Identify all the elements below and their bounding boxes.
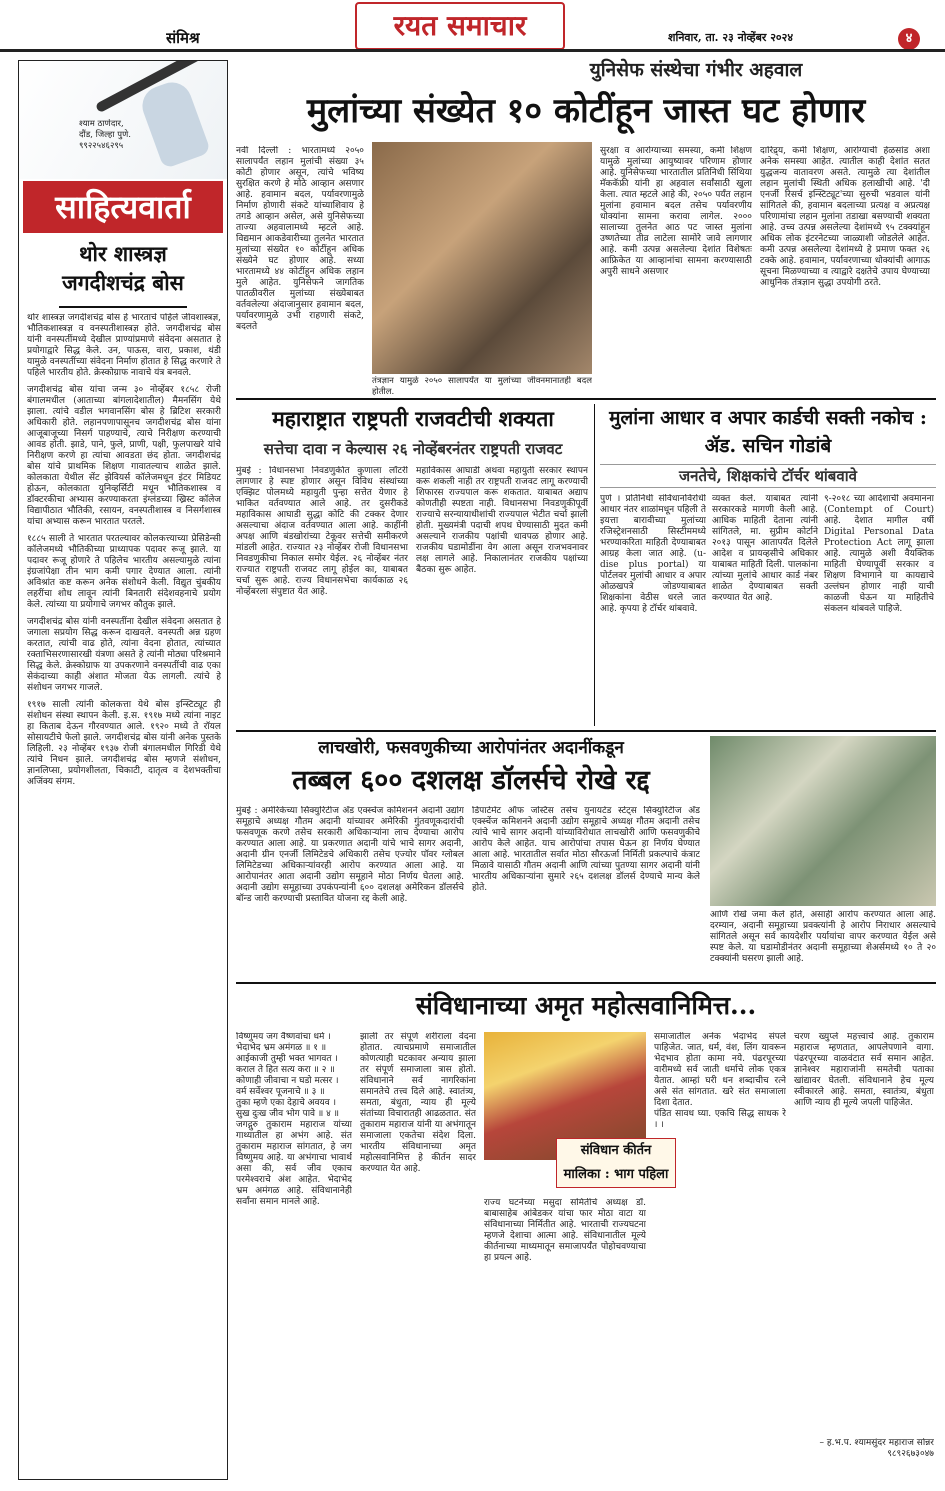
paragraph: थोर शास्त्रज्ञ जगदीशचंद्र बोस हे भारताचे पहिले जीवशास्त्रज्ञ, भौतिकशास्त्रज्ञ व वनस्पतीशास्त्रज्ञ होते. जगदीशचंद्र बोस यांनी वनस्पतींमध्ये देखील प्राण्यांप्रमाणे संवेदना असतात हे प्रयोगाद्वारे सिद्ध केले. उन, पाऊस, वारा, प्रकाश, थंडी यामुळे वनस्पतींच्या संवेदना निर्माण होतात हे सिद्ध करणारे ते पहिले भारतीय होते. क्रेस्कोग्राफ नावाचे यंत्र बनवले.	[27, 313, 221, 378]
story-column: महाविकास आघाडी अथवा महायुती सरकार स्थापन करू शकली नाही तर राष्ट्रपती राजवट लागू करण्याची शिफारस राज्यपाल करू शकतात. याबाबत अद्याप कोणतीही स्पष्टता नाही. विधानसभा निवडणुकीपूर्वी राज्याचे सरन्यायाधीशांची राज्यपाल भेटीत चर्चा झाली होती. मुख्यमंत्री पदाची शपथ घेण्यासाठी मुदत कमी असल्याने राजकीय पक्षांची धावपळ होणार आहे. राजकीय घडामोडींना वेग आला असून राजभवनावर लक्ष लागले आहे. निकालानंतर राजकीय पक्षांच्या बैठका सुरू आहेत.	[416, 466, 588, 575]
issue-date: शनिवार, ता. २३ नोव्हेंबर २०२४	[668, 31, 794, 44]
story-column: मुंबई : अमेरिकेच्या सिक्युरिटीज अँड एक्स्चेंज कमिशनने अदानी उद्योग समूहाचे अध्यक्ष गौतम अदानी यांच्यावर अमेरिकी गुंतवणूकदारांची फसवणूक करणे तसेच सरकारी अधिकाऱ्यांना लाच देण्याचा आरोप करण्यात आला आहे. या प्रकरणात अदानी यांचे भाचे सागर अदानी, अदानी ग्रीन एनर्जी लिमिटेडचे अधिकारी तसेच एज्योर पॉवर ग्लोबल लिमिटेडच्या अधिकाऱ्यांवरही आरोप करण्यात आला आहे. या आरोपानंतर आता अदानी उद्योग समूहाने मोठा निर्णय घेतला आहे. अदानी उद्योग समूहाच्या उपकंपन्यांनी ६०० दशलक्ष अमेरिकन डॉलर्सचे बॉन्ड जारी करण्याची प्रस्तावित योजना रद्द केली आहे.	[236, 806, 464, 904]
story-headline: मुलांना आधार व अपार कार्डची सक्ती नकोच : ॲड. सचिन गोडांबे	[609, 407, 927, 457]
aadhar-story	[600, 404, 936, 726]
story-column: समाजातील अनेक भेदाभेद संपले पाहिजेत. जात, धर्म, वंश, लिंग यावरून भेदभाव होता कामा नये. पंढरपूरच्या वारीमध्ये सर्व जाती धर्माचे लोक एकत्र येतात. आम्हां घरी धन शब्दाचीच रत्ने असे संत सांगतात. खरे संत समाजाला दिशा देतात. पंडित सावध घ्या. एकचि सिद्ध साधक रे । ।	[654, 1032, 786, 1130]
story-column: सुरक्षा व आरोग्याच्या समस्या, कमी शिक्षण यामुळे मुलांच्या आयुष्यावर परिणाम होणार आहे. युनिसेफच्या भारतातील प्रतिनिधी सिंथिया मॅककॅफ्री यांनी हा अहवाल सर्वांसाठी खुला केला. त्यात म्हटले आहे की, २०५० पर्यंत लहान मुलांना हवामान बदल तसेच पर्यावरणीय धोक्यांना सामना करावा लागेल. २००० सालाच्या तुलनेत आठ पट जास्त मुलांना उष्णतेच्या तीव्र लाटेला सामोरे जावे लागणार आहे. कमी उत्पन्न असलेल्या देशांत विशेषतः आफ्रिकेत या आव्हानांचा सामना करण्यासाठी अपुरी साधने असणार	[600, 146, 752, 277]
page-header	[0, 0, 945, 52]
paragraph: १९१७ साली त्यांनी कोलकत्ता येथे बोस इन्स्टिट्यूट ही संशोधन संस्था स्थापन केली. इ.स. १९१७ मध्ये त्यांना नाइट हा किताब देऊन गौरवण्यात आले. १९२० मध्ये ते रॉयल सोसायटीचे फेलो झाले. जगदीशचंद्र बोस यांनी अनेक पुस्तके लिहिली. २३ नोव्हेंबर १९३७ रोजी बंगालमधील गिरिडी येथे त्यांचे निधन झाले. जगदीशचंद्र बोस म्हणजे संशोधन, ज्ञानलिप्सा, प्रयोगशीलता, चिकाटी, दातृत्व व देशभक्तीचा अजिंक्य संगम.	[27, 700, 221, 787]
article-title: थोर शास्त्रज्ञ जगदीशचंद्र बोस	[62, 241, 184, 295]
paragraph: जगदीशचंद्र बोस यांनी वनस्पतींना देखील संवेदना असतात हे जगाला सप्रयोग सिद्ध करून दाखवले. वनस्पती अन्न ग्रहण करतात, त्यांची वाढ होते, त्यांना वेदना होतात, त्यांच्यात रक्ताभिसरणासारखी यंत्रणा असते हे त्यांनी मोठ्या परिश्रमाने सिद्ध केले. क्रेस्कोग्राफ या उपकरणाने वनस्पतींची वाढ एका सेकंदाच्या काही अंशात मोजता येऊ लागली. त्यांचे हे संशोधन जगभर गाजले.	[27, 617, 221, 693]
pen-illustration	[19, 61, 227, 179]
divider	[236, 398, 936, 400]
column-banner: साहित्यवार्ता	[23, 181, 223, 233]
divider	[236, 982, 936, 984]
page-number: ४	[898, 28, 920, 50]
story-headline: मुलांच्या संख्येत १० कोटींहून जास्त घट होणार	[306, 91, 866, 131]
story-column: चरण ख्युप्ले महत्त्वाचे आहे. तुकाराम महाराज म्हणतात, आपलेपणाने वागा. पंढरपूरच्या वाळवंटात सर्व समान आहेत. ज्ञानेश्वर महाराजांनी समतेची पताका खांद्यावर घेतली. संविधानाने हेच मूल्य स्वीकारले आहे. समता, स्वातंत्र्य, बंधुता आणि न्याय ही मूल्ये जपली पाहिजेत.	[794, 1032, 934, 1108]
story-column: मुंबई : विधानसभा निवडणुकीत कुणाला लॉटरी लागणार हे स्पष्ट होणार असून विविध संस्थांच्या एक्झिट पोलमध्ये महायुती पुन्हा सत्तेत येणार हे भाकित वर्तवण्यात आले आहे. तर दुसरीकडे महाविकास आघाडी सुद्धा कोटि की टक्कर देणार असल्याचा अंदाज वर्तवण्यात आला आहे. काहींनी अपक्ष आणि बंडखोरांच्या टेकूवर सत्तेची समीकरणे मांडली आहेत. राज्यात २३ नोव्हेंबर रोजी विधानसभा निवडणुकीचा निकाल समोर येईल. २६ नोव्हेंबर नंतर राज्यात राष्ट्रपती राजवट लागू होईल का, याबाबत चर्चा सुरू आहे. राज्य विधानसभेचा कार्यकाळ २६ नोव्हेंबरला संपुष्टात येत आहे.	[236, 466, 408, 597]
section-name: संमिश्र	[166, 29, 200, 47]
story-column: पुणे । प्रतिनिधी संविधानविरोधी आधार नंतर शाळांमधून पहिली ते इयत्ता बारावीच्या मुलांच्या रजिस्ट्रेशनसाठी सिस्टीममध्ये भरण्याकरिता माहिती देण्याबाबत आग्रह केला जात आहे. (u-dise plus portal) या पोर्टलवर मुलांची आधार व अपार ओळखपत्रे जोडण्याबाबत शिक्षकांना वेठीस धरले जात आहे. कृपया हे टॉर्चर थांबवावे.	[600, 494, 706, 614]
story-column: डिपार्टमेंट ऑफ जस्टिस तसेच युनायटेड स्टेट्स सिक्युरिटीज अँड एक्स्चेंज कमिशनने अदानी उद्योग समूहाचे अध्यक्ष गौतम अदानी तसेच त्यांचे भाचे सागर अदानी यांच्याविरोधात लाचखोरी आणि फसवणुकीचे आरोप केले आहेत. याच आरोपांचा तपास घेऊन हा निर्णय घेण्यात आला आहे. भारतातील सर्वात मोठा सौरऊर्जा निर्मिती प्रकल्पाचे कंत्राट मिळावे यासाठी गौतम अदानी आणि त्यांच्या पुतण्या सागर अदानी यांनी भारतीय अधिकाऱ्यांना सुमारे २६५ दशलक्ष डॉलर्स देण्याचे मान्य केले होते.	[472, 806, 700, 893]
unicef-story	[236, 56, 936, 396]
story-column: विष्णुमय जग वैष्णवांचा धर्म । भेदाभेद भ्रम अमंगळ ॥ १ ॥ आईकाजी तुम्ही भक्त भागवत । कराल ते हित सत्य करा ॥ २ ॥ कोणाही जीवाचा न घडो मत्सर । वर्म सर्वेश्वर पूजनाचे ॥ ३ ॥ तुका म्हणे एका देहाचे अवयव । सुख दुःख जीव भोग पावे ॥ ४ ॥ जगद्गुरु तुकाराम महाराज यांच्या गाथ्यातील हा अभंग आहे. संत तुकाराम महाराज सांगतात, हे जग विष्णुमय आहे. या अभंगाचा भावार्थ असा की, सर्व जीव एकाच परमेश्वराचे अंश आहेत. भेदाभेद भ्रम अमंगळ आहे. संविधानानेही सर्वांना समान मानले आहे.	[236, 1032, 352, 1207]
divider	[236, 730, 936, 732]
photo-caption: तंत्रज्ञान यामुळे २०५० सालापर्यंत या मुलांच्या जीवनमानातही बदल होतील.	[372, 376, 592, 396]
story-column: नवी दिल्ली : भारतामध्ये २०५० सालापर्यंत लहान मुलांची संख्या ३५ कोटी होणार असून, त्यांचे भविष्य सुरक्षित करणे हे मोठे आव्हान असणार आहे. हवामान बदल, पर्यावरणामुळे निर्माण होणारी संकटे यांच्याशिवाय हे तगडे आव्हान असेल, असे युनिसेफच्या ताज्या अहवालामध्ये म्हटले आहे. विद्यमान आकडेवारीच्या तुलनेत भारतात मुलांच्या संख्येत १० कोटींहून अधिक संख्येने घट होणार आहे. सध्या भारतामध्ये ४४ कोटींहून अधिक लहान मुले आहेत. युनिसेफने जागतिक पातळीवरील मुलांच्या संख्येबाबत वर्तवलेल्या अंदाजानुसार हवामान बदल, पर्यावरणामुळे उभी राहणारी संकटे, बदलते	[236, 146, 364, 332]
currency-photo	[710, 736, 936, 906]
paragraph: १८८५ साली ते भारतात परतल्यावर कोलकत्त्याच्या प्रेसिडेन्सी कॉलेजमध्ये भौतिकीच्या प्राध्यापक पदावर रूजू झाले. या पदावर रूजू होणारे ते पहिलेच भारतीय असल्यामुळे त्यांना इंग्रजांपेक्षा तीन भाग कमी पगार देण्यात आला. त्यांनी अविश्रांत कष्ट करून अनेक संशोधने केली. विद्युत चुंबकीय लहरींचा शोध लावून त्यांनी बिनतारी संदेशवहनाचे प्रयोग केले. त्यांच्या या प्रयोगाचे जगभर कौतुक झाले.	[27, 534, 221, 610]
story-column: ९-२०१८ च्या आदेशाची अवमानना (Contempt of Court) आहे. देशात मागील वर्षी Digital Personal Data Protection Act लागू झाला आहे. त्यामुळे अशी वैयक्तिक माहिती घेण्यापूर्वी सरकार व शिक्षण विभागाने या कायद्याचे उल्लंघन होणार नाही याची काळजी घेऊन या माहितीचे संकलन थांबवले पाहिजे.	[824, 494, 934, 614]
story-headline: संविधानाच्या अमृत महोत्सवानिमित्त...	[415, 991, 757, 1020]
left-column	[18, 60, 228, 1480]
story-subhead: जनतेचे, शिक्षकांचे टॉर्चर थांबवावे	[600, 464, 936, 488]
paragraph: जगदीशचंद्र बोस यांचा जन्म ३० नोव्हेंबर १८५८ रोजी बंगालमधील (आताच्या बांगलादेशातील) मैमनसिंग येथे झाला. त्यांचे वडील भगवानसिंग बोस हे ब्रिटिश सरकारी अधिकारी होते. लहानपणापासूनच जगदीशचंद्र बोस यांना आजूबाजूच्या निसर्ग पाहण्याचे, त्याचे निरीक्षण करण्याची आवड होती. झाडे, पाने, फुले, प्राणी, पक्षी, फुलपाखरे यांचे निरीक्षण करणे हा त्यांचा आवडता छंद होता. जगदीशचंद्र बोस यांचे प्राथमिक शिक्षण गावातल्याच शाळेत झाले. कोलकाता येथील सेंट झेवियर्स कॉलेजमधून इंटर मिडियट होऊन, कोलकाता युनिव्हर्सिटी मधून भौतिकशास्त्र व डॉक्टरकीचा अभ्यास करण्याकरता इंग्लंडच्या ख्रिस्ट कॉलेज विद्यापीठात भौतिकी, रसायन, वनस्पतीशास्त्र व निसर्गशास्त्र यांचा अभ्यास करून भारतात परतले.	[27, 385, 221, 527]
story-subhead: सत्तेचा दावा न केल्यास २६ नोव्हेंबरनंतर राष्ट्रपती राजवट	[263, 440, 563, 458]
story-column: दारिद्र्य, कमी शिक्षण, आरोग्याची हेळसांड अशा अनेक समस्या आहेत. त्यातील काही देशांत सतत युद्धजन्य वातावरण असते. त्यामुळे त्या देशांतील लहान मुलांची स्थिती अधिक हलाखीची आहे. 'दी एनर्जी रिसर्च इन्स्टिट्यूट'च्या सुरुची भडवाल यांनी सांगितले की, हवामान बदलाच्या प्रत्यक्ष व अप्रत्यक्ष परिणामांचा लहान मुलांना तडाखा बसण्याची शक्यता आहे. उच्च उत्पन्न असलेल्या देशांमध्ये ९५ टक्क्यांहून अधिक लोक इंटरनेटच्या जाळ्याशी जोडलेले आहेत. कमी उत्पन्न असलेल्या देशांमध्ये हे प्रमाण फक्त २६ टक्के आहे. हवामान, पर्यावरणाच्या धोक्यांची आगाऊ सूचना मिळण्याच्या व त्याद्वारे दक्षतेचे उपाय घेण्याच्या आधुनिक तंत्रज्ञान सुद्धा उपयोगी ठरते.	[760, 146, 930, 288]
story-headline: महाराष्ट्रात राष्ट्रपती राजवटीची शक्यता	[272, 406, 554, 431]
story-column: आणि रोखे जमा केले होते, असाही आरोप करण्यात आला आहे. दरम्यान, अदानी समूहाच्या प्रवक्त्यांनी हे आरोप निराधार असल्याचे सांगितले असून सर्व कायदेशीर पर्यायांचा वापर करण्यात येईल असे स्पष्ट केले. या घडामोडीनंतर अदानी समूहाच्या शेअर्समध्ये १० ते २० टक्क्यांनी घसरण झाली आहे.	[710, 910, 936, 964]
author-signature: – ह.भ.प. श्यामसुंदर महाराज सोन्नर ९८९२६७३०४७	[819, 1438, 934, 1459]
story-column: झाली तर संपूर्ण शरीराला वेदना होतात. त्याचप्रमाणे समाजातील कोणत्याही घटकावर अन्याय झाला तर संपूर्ण समाजाला त्रास होतो. संविधानाने सर्व नागरिकांना समानतेचे तत्त्व दिले आहे. स्वातंत्र्य, समता, बंधुता, न्याय ही मूल्ये संतांच्या विचारातही आढळतात. संत तुकाराम महाराज यांनी या अभंगातून समाजाला एकतेचा संदेश दिला. भारतीय संविधानाच्या अमृत महोत्सवानिमित्त हे कीर्तन सादर करण्यात येत आहे.	[360, 1032, 476, 1174]
children-photo	[372, 142, 592, 374]
maharashtra-story	[236, 404, 590, 726]
series-box: संविधान कीर्तन मालिका : भाग पहिला	[556, 1138, 676, 1188]
divider	[594, 404, 595, 726]
author-info: श्याम ठाणेदार, दौंड, जिल्हा पुणे. ९९२२५४६२९५	[79, 119, 131, 151]
story-column: व्यक्त केले. याबाबत त्यांनी सरकारकडे मागणी केली आहे. आधिक माहिती देताना त्यांनी सांगितले, मा. सुप्रीम कोर्टाने २०१३ पासून आतापर्यंत दिलेले आदेश व प्रायव्हसीचे अधिकार याबाबत माहिती दिली. पालकांना त्यांच्या मुलांचे आधार कार्ड नंबर शाळेत देण्याबाबत सक्ती करण्यात येत आहे.	[712, 494, 818, 603]
masthead: रयत समाचार	[355, 2, 565, 50]
story-column: राज्य घटनेच्या मसुदा समितीचे अध्यक्ष डॉ. बाबासाहेब आंबेडकर यांचा फार मोठा वाटा या संविधानाच्या निर्मितीत आहे. भारताची राज्यघटना म्हणजे देशाचा आत्मा आहे. संविधानातील मूल्ये कीर्तनाच्या माध्यमातून समाजापर्यंत पोहोचवण्याचा हा प्रयत्न आहे.	[484, 1198, 646, 1263]
story-kicker: युनिसेफ संस्थेचा गंभीर अहवाल	[589, 59, 803, 81]
article-body	[27, 313, 221, 1473]
samvidhan-story	[236, 988, 936, 1483]
divider	[59, 306, 187, 308]
story-kicker: लाचखोरी, फसवणुकीच्या आरोपांनंतर अदानींकडून	[318, 738, 624, 758]
adani-story	[236, 736, 936, 978]
story-headline: तब्बल ६०० दशलक्ष डॉलर्सचे रोखे रद्द	[292, 765, 650, 796]
